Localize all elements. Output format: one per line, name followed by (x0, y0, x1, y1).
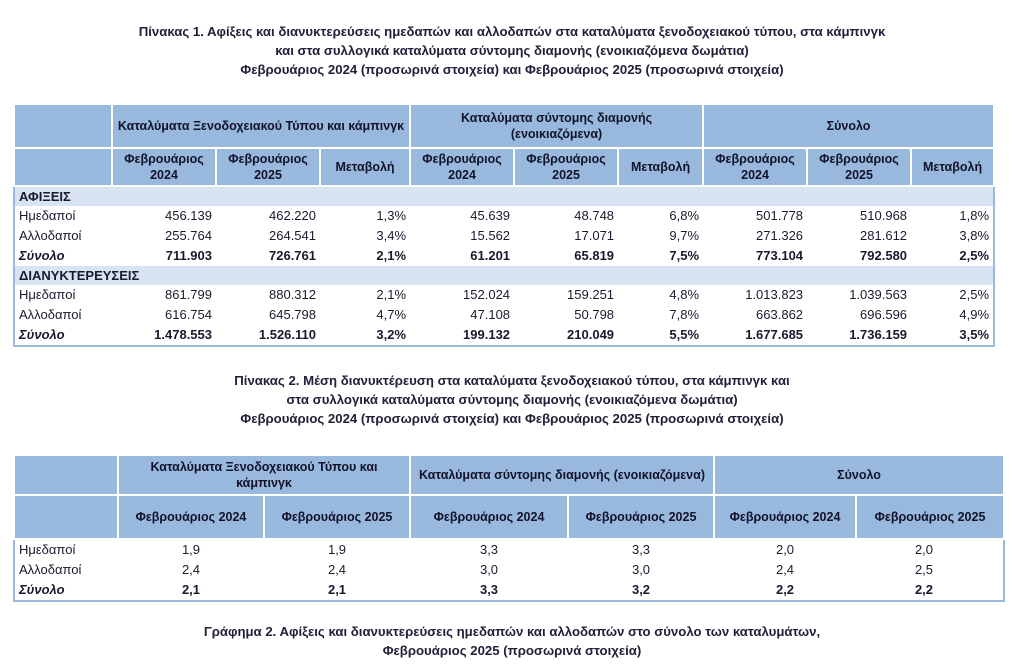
table-cell: 510.968 (860, 208, 908, 223)
table-cell: 1.677.685 (745, 327, 804, 342)
table-cell: 6,8% (669, 208, 700, 223)
table-cell: 462.220 (269, 208, 316, 223)
col-header-feb2024: Φεβρουάριος 2024 (714, 495, 856, 539)
table-cell: 7,5% (669, 248, 700, 263)
table-cell: 65.819 (574, 248, 615, 263)
total-row (14, 325, 994, 346)
table-cell: 50.798 (574, 307, 615, 322)
table-cell: 456.139 (165, 208, 212, 223)
table-cell: 2,1 (327, 582, 347, 597)
table-cell: 1,9 (181, 542, 201, 557)
table-cell: 2,2 (775, 582, 795, 597)
row-label: Αλλοδαποί (19, 562, 82, 577)
table-cell: 17.071 (574, 228, 615, 243)
table-cell: 3,5% (959, 327, 990, 342)
table-cell: 726.761 (269, 248, 316, 263)
table-cell: 159.251 (567, 287, 615, 302)
table-cell: 2,1% (376, 248, 407, 263)
table-cell: 9,7% (669, 228, 700, 243)
table-cell: 3,3 (479, 542, 499, 557)
average-stay-table (13, 454, 1005, 602)
table-cell: 1.039.563 (849, 287, 908, 302)
table-row (14, 226, 994, 246)
group-header-short-stay: Καταλύματα σύντομης διαμονής (ενοικιαζόμενα) (410, 104, 703, 148)
table-cell: 2,0 (914, 542, 934, 557)
group-header-total: Σύνολο (714, 455, 1004, 495)
col-header-feb2025: Φεβρουάριος 2025 (216, 148, 320, 186)
table-cell: 152.024 (463, 287, 511, 302)
col-header-feb2024: Φεβρουάριος 2024 (703, 148, 807, 186)
total-row (14, 580, 1004, 601)
table2-title-line: στα συλλογικά καταλύματα σύντομης διαμονής (ενοικιαζόμενα δωμάτια) (286, 392, 738, 407)
table-cell: 281.612 (860, 228, 908, 243)
table-row (14, 305, 994, 325)
corner-header (14, 495, 118, 539)
col-header-change: Μεταβολή (618, 148, 703, 186)
corner-header (14, 148, 112, 186)
col-header-feb2024: Φεβρουάριος 2024 (112, 148, 216, 186)
table-row (14, 560, 1004, 580)
table2-title-line: Πίνακας 2. Μέση διανυκτέρευση στα καταλύματα ξενοδοχειακού τύπου, στα κάμπινγκ και (234, 373, 790, 388)
group-header-short-stay: Καταλύματα σύντομης διαμονής (ενοικιαζόμενα) (410, 455, 714, 495)
table-cell: 501.778 (756, 208, 804, 223)
col-header-feb2024: Φεβρουάριος 2024 (410, 495, 568, 539)
table-cell: 2,4 (775, 562, 795, 577)
table-cell: 3,3 (479, 582, 499, 597)
table-cell: 861.799 (165, 287, 212, 302)
col-header-feb2024: Φεβρουάριος 2024 (410, 148, 514, 186)
table-cell: 4,8% (669, 287, 700, 302)
row-label: Σύνολο (19, 248, 65, 263)
table-cell: 2,0 (775, 542, 795, 557)
row-label: Ημεδαποί (19, 287, 76, 302)
col-header-feb2025: Φεβρουάριος 2025 (807, 148, 911, 186)
table-cell: 2,5% (959, 248, 990, 263)
table-cell: 264.541 (269, 228, 316, 243)
table-cell: 7,8% (669, 307, 700, 322)
col-header-feb2025: Φεβρουάριος 2025 (856, 495, 1004, 539)
table-cell: 199.132 (463, 327, 511, 342)
graph2-title (0, 622, 1024, 660)
table-cell: 3,3 (631, 542, 651, 557)
col-header-change: Μεταβολή (320, 148, 410, 186)
table-cell: 47.108 (470, 307, 511, 322)
table-cell: 271.326 (756, 228, 804, 243)
row-label: Αλλοδαποί (19, 228, 82, 243)
col-header-feb2024: Φεβρουάριος 2024 (118, 495, 264, 539)
col-header-feb2025: Φεβρουάριος 2025 (568, 495, 714, 539)
table-cell: 48.748 (574, 208, 615, 223)
table-cell: 2,5 (914, 562, 934, 577)
row-label: Σύνολο (19, 327, 65, 342)
group-header-hotels: Καταλύματα Ξενοδοχειακού Τύπου και κάμπινγκ (118, 455, 410, 495)
table-cell: 3,8% (959, 228, 990, 243)
row-label: Σύνολο (19, 582, 65, 597)
table-cell: 2,2 (914, 582, 934, 597)
col-header-feb2025: Φεβρουάριος 2025 (514, 148, 618, 186)
row-label: Ημεδαποί (19, 542, 76, 557)
table-cell: 773.104 (756, 248, 804, 263)
table-cell: 1,9 (327, 542, 347, 557)
table1-title-line: Φεβρουάριος 2024 (προσωρινά στοιχεία) και Φεβρουάριος 2025 (προσωρινά στοιχεία) (240, 62, 784, 77)
table-cell: 711.903 (165, 248, 212, 263)
table-cell: 3,4% (376, 228, 407, 243)
table-cell: 2,1 (181, 582, 201, 597)
arrivals-nights-table (13, 103, 995, 347)
table-cell: 3,2% (376, 327, 407, 342)
table-cell: 2,4 (181, 562, 201, 577)
table-cell: 255.764 (165, 228, 212, 243)
table-cell: 2,5% (959, 287, 990, 302)
col-header-change: Μεταβολή (911, 148, 994, 186)
table-cell: 616.754 (165, 307, 212, 322)
table-cell: 2,4 (327, 562, 347, 577)
table-cell: 663.862 (756, 307, 804, 322)
table1-title-line: και στα συλλογικά καταλύματα σύντομης διαμονής (ενοικιαζόμενα δωμάτια) (275, 43, 749, 58)
table-cell: 61.201 (470, 248, 511, 263)
table-cell: 3,2 (631, 582, 651, 597)
graph2-title-line: Γράφημα 2. Αφίξεις και διανυκτερεύσεις ημεδαπών και αλλοδαπών στο σύνολο των καταλυμάτων, (203, 624, 821, 639)
table-row (14, 285, 994, 305)
corner-header (14, 104, 112, 148)
group-header-total: Σύνολο (703, 104, 994, 148)
section-label: ΔΙΑΝΥΚΤΕΡΕΥΣΕΙΣ (14, 266, 320, 285)
table-cell: 645.798 (269, 307, 316, 322)
table-row (14, 539, 1004, 560)
section-row-arrivals (14, 186, 994, 206)
section-row-nights (14, 266, 994, 285)
section-label: ΑΦΙΞΕΙΣ (14, 186, 112, 206)
row-label: Ημεδαποί (19, 208, 76, 223)
table-cell: 4,9% (959, 307, 990, 322)
table-cell: 880.312 (269, 287, 316, 302)
table-cell: 4,7% (376, 307, 407, 322)
table2-title (0, 371, 1024, 428)
row-label: Αλλοδαποί (19, 307, 82, 322)
table-cell: 3,0 (631, 562, 651, 577)
table2-title-line: Φεβρουάριος 2024 (προσωρινά στοιχεία) και Φεβρουάριος 2025 (προσωρινά στοιχεία) (240, 411, 784, 426)
table-cell: 1.478.553 (154, 327, 212, 342)
total-row (14, 246, 994, 266)
table-cell: 3,0 (479, 562, 499, 577)
table-cell: 45.639 (470, 208, 511, 223)
table-cell: 210.049 (567, 327, 615, 342)
table-cell: 1,3% (376, 208, 407, 223)
group-header-hotels: Καταλύματα Ξενοδοχειακού Τύπου και κάμπινγκ (112, 104, 410, 148)
table-cell: 1.526.110 (258, 327, 316, 342)
col-header-feb2025: Φεβρουάριος 2025 (264, 495, 410, 539)
table-cell: 1,8% (959, 208, 990, 223)
table-cell: 792.580 (860, 248, 908, 263)
table-cell: 15.562 (470, 228, 511, 243)
graph2-title-line: Φεβρουάριος 2025 (προσωρινά στοιχεία) (382, 643, 642, 658)
table1-title-line: Πίνακας 1. Αφίξεις και διανυκτερεύσεις ημεδαπών και αλλοδαπών στα καταλύματα ξενοδοχειακού τύπου, στα κάμπινγκ (138, 24, 886, 39)
table-row (14, 206, 994, 226)
table-cell: 1.736.159 (849, 327, 908, 342)
table-cell: 696.596 (860, 307, 908, 322)
table-cell: 5,5% (669, 327, 700, 342)
table-cell: 2,1% (376, 287, 407, 302)
corner-header (14, 455, 118, 495)
table-cell: 1.013.823 (745, 287, 804, 302)
table1-title (0, 22, 1024, 79)
